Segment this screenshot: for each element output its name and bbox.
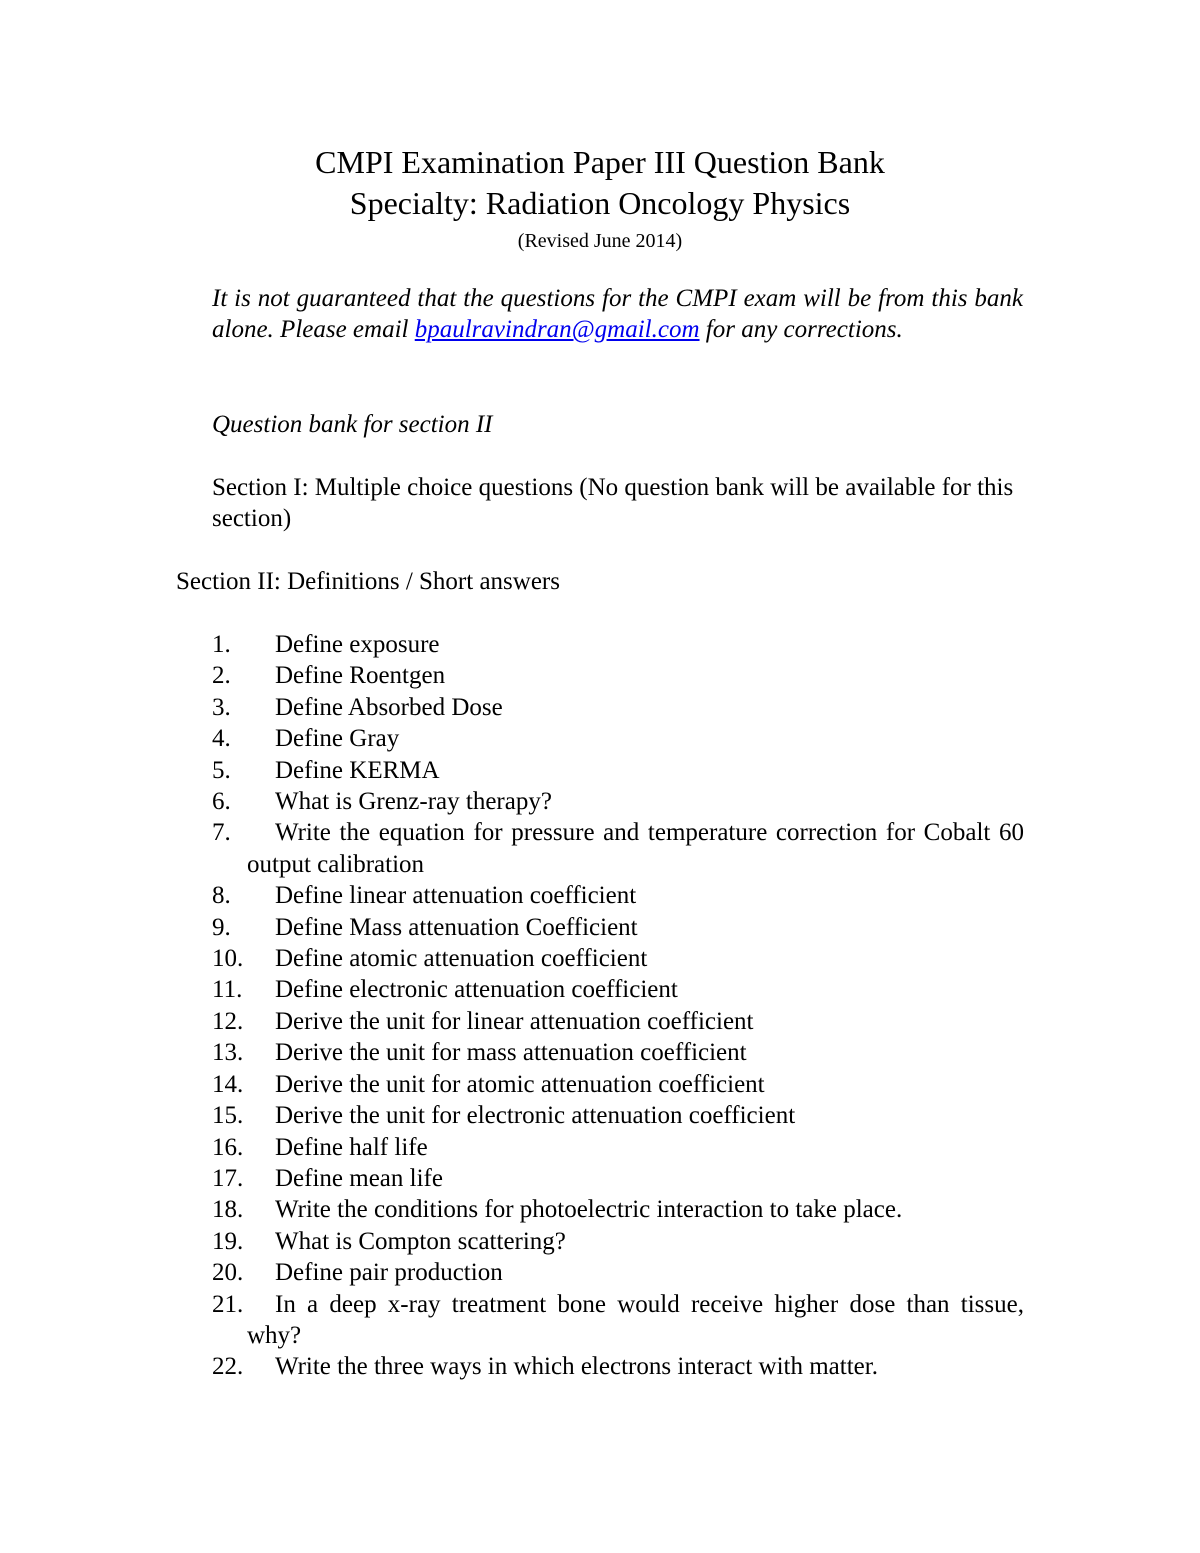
question-number: 15. [212,1102,244,1130]
question-item [212,629,1024,660]
question-number: 11. [212,976,243,1004]
question-number: 21. [212,1290,244,1318]
question-number: 22. [212,1353,244,1381]
question-text: Derive the unit for mass attenuation coefficient [275,1039,747,1067]
question-number: 4. [212,725,231,753]
question-number: 1. [212,631,231,658]
section-1-note: Section I: Multiple choice questions (No question bank will be available for this section) [212,474,1014,532]
question-item [212,1069,1024,1100]
question-text: Define linear attenuation coefficient [275,882,637,910]
question-item [212,692,1024,723]
question-item [212,1257,1024,1288]
question-text: In a deep x-ray treatment bone would receive higher dose than tissue, why? [247,1290,1024,1349]
question-number: 16. [212,1133,244,1161]
question-text: Define mean life [275,1164,443,1192]
question-bank-heading: Question bank for section II [212,411,493,438]
question-number: 3. [212,693,231,721]
question-text: Derive the unit for electronic attenuation coefficient [275,1102,796,1130]
question-text: Define pair production [275,1259,503,1287]
question-number: 17. [212,1164,244,1192]
question-item [212,1100,1024,1131]
question-text: Define half life [275,1133,428,1161]
question-item [212,817,1024,880]
question-item [212,974,1024,1005]
question-text: Write the conditions for photoelectric interaction to take place. [275,1196,903,1224]
question-text: Define Absorbed Dose [275,693,503,721]
question-text: Define Mass attenuation Coefficient [275,913,638,941]
disclaimer-text-end: for any corrections. [699,316,903,343]
question-item [212,723,1024,754]
question-text: Write the equation for pressure and temperature correction for Cobalt 60 output calibration [247,819,1024,878]
disclaimer-text-start: It is not guaranteed that the questions for the CMPI exam will be from this bank alone. Please email [212,285,1023,343]
question-text: Define atomic attenuation coefficient [275,945,648,973]
question-item [212,1289,1024,1352]
question-text: Define exposure [275,631,440,658]
question-text: What is Grenz-ray therapy? [275,788,552,816]
question-item [212,1226,1024,1257]
question-text: Define Roentgen [275,662,446,690]
question-number: 7. [212,819,231,847]
question-number: 2. [212,662,231,690]
question-item [212,1194,1024,1225]
question-text: Define electronic attenuation coefficient [275,976,678,1004]
question-number: 10. [212,945,244,973]
question-item [212,1351,1024,1382]
document-subtitle: Specialty: Radiation Oncology Physics [349,185,851,221]
question-item [212,1163,1024,1194]
revision-note: (Revised June 2014) [517,230,683,252]
question-text: Derive the unit for linear attenuation coefficient [275,1007,754,1035]
question-number: 5. [212,756,231,784]
question-item [212,786,1024,817]
question-number: 12. [212,1007,244,1035]
question-item [212,1132,1024,1163]
question-number: 8. [212,882,231,910]
question-item [212,880,1024,911]
question-number: 19. [212,1227,244,1255]
question-text: Derive the unit for atomic attenuation coefficient [275,1070,765,1098]
question-text: Write the three ways in which electrons interact with matter. [275,1353,878,1381]
question-list [212,629,1024,1383]
section-2-heading: Section II: Definitions / Short answers [176,568,560,595]
question-text: Define Gray [275,725,400,753]
email-link[interactable]: bpaulravindran@gmail.com [414,316,700,343]
document-title: CMPI Examination Paper III Question Bank [315,144,885,180]
question-item [212,1037,1024,1068]
question-text: What is Compton scattering? [275,1227,566,1255]
question-item [212,755,1024,786]
question-item [212,1006,1024,1037]
question-number: 6. [212,788,231,816]
question-number: 18. [212,1196,244,1224]
question-text: Define KERMA [275,756,440,784]
question-item [212,943,1024,974]
question-item [212,912,1024,943]
question-number: 14. [212,1070,244,1098]
question-number: 13. [212,1039,244,1067]
question-number: 20. [212,1259,244,1287]
question-item [212,660,1024,691]
question-number: 9. [212,913,231,941]
disclaimer-paragraph [212,283,1023,345]
